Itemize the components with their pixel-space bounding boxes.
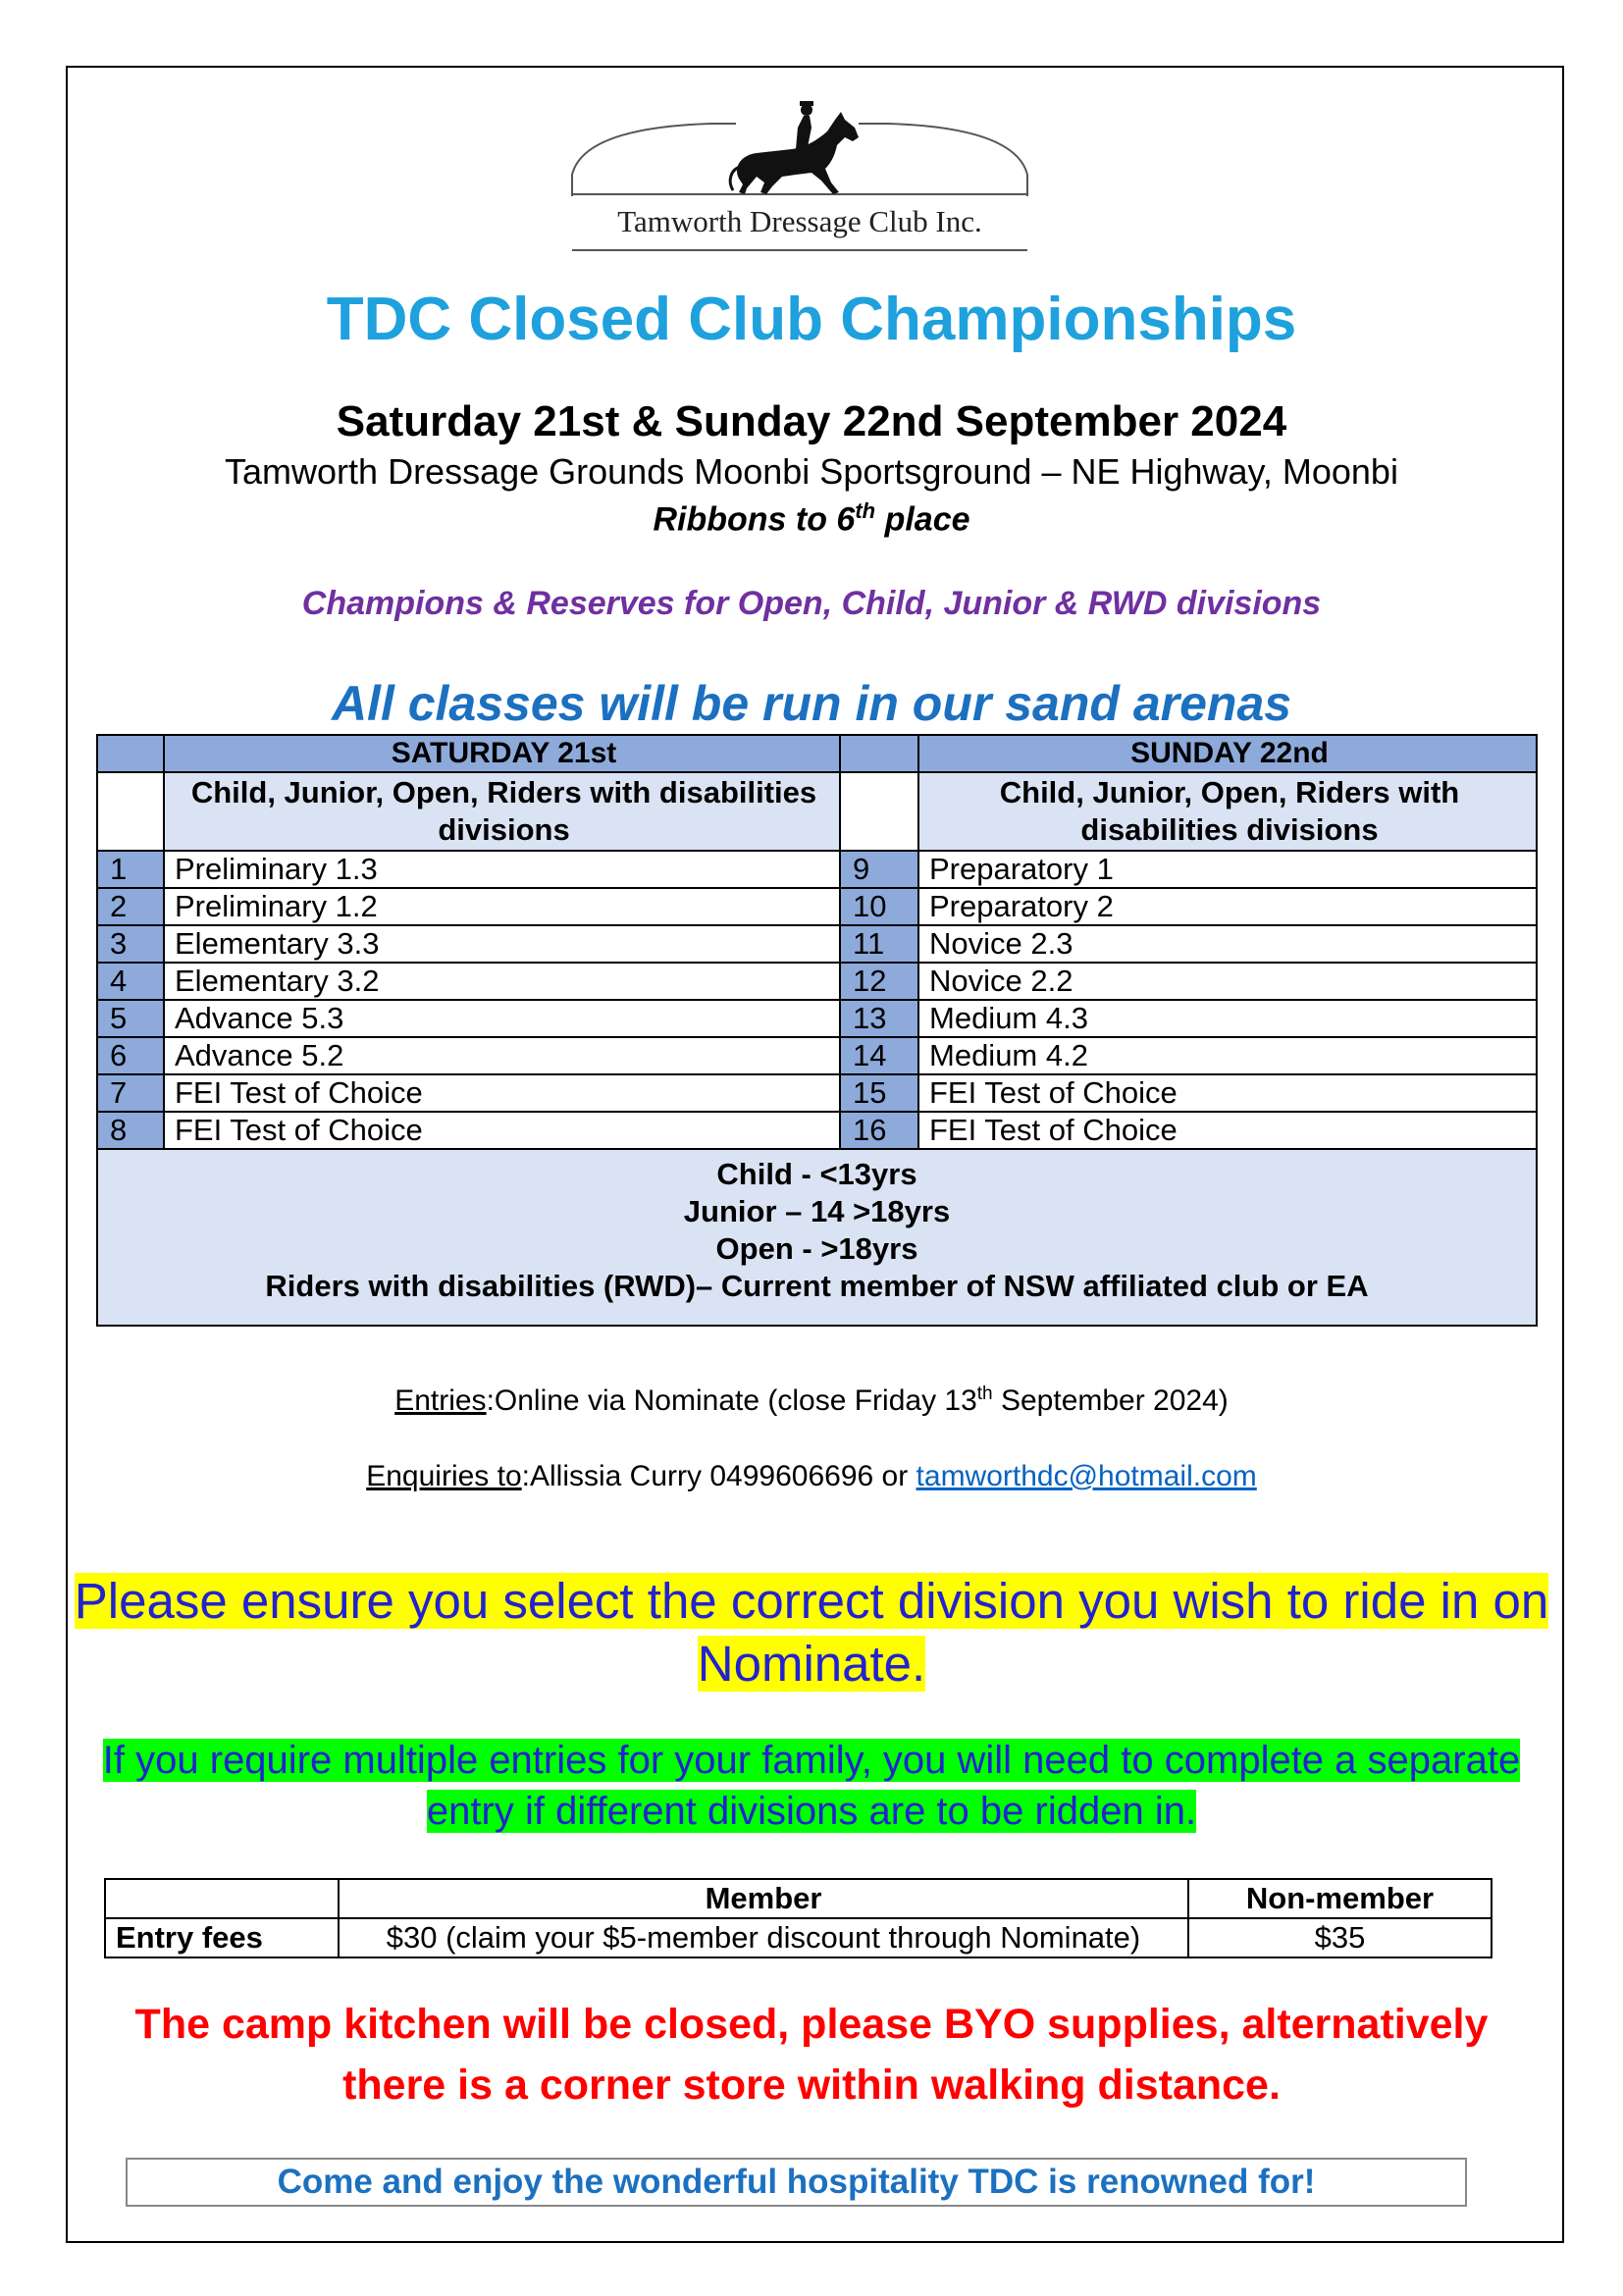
- class-number: 4: [97, 963, 164, 1000]
- divisions-row: [97, 772, 1537, 851]
- age-groups-cell: [97, 1149, 1537, 1326]
- class-test: FEI Test of Choice: [918, 1112, 1537, 1149]
- class-test: Novice 2.2: [918, 963, 1537, 1000]
- champions-note: Champions & Reserves for Open, Child, Junior & RWD divisions: [301, 585, 1322, 622]
- class-test: Preliminary 1.2: [164, 888, 840, 925]
- class-number: 6: [97, 1037, 164, 1074]
- age-groups-row: [97, 1149, 1537, 1326]
- class-test: FEI Test of Choice: [164, 1112, 840, 1149]
- class-number: 14: [840, 1037, 918, 1074]
- enquiries-label: Enquiries to: [366, 1460, 522, 1492]
- age-group-child: Child - <13yrs: [716, 1157, 917, 1191]
- entries-sup: th: [976, 1383, 993, 1404]
- class-test: FEI Test of Choice: [164, 1074, 840, 1112]
- class-test: Elementary 3.3: [164, 925, 840, 963]
- kitchen-line-2: there is a corner store within walking distance.: [342, 2061, 1281, 2109]
- class-number: 5: [97, 1000, 164, 1037]
- enquiries-line: [0, 1460, 1623, 1493]
- class-number: 12: [840, 963, 918, 1000]
- ribbons-sup: th: [855, 498, 876, 523]
- table-row: [97, 1037, 1537, 1074]
- kitchen-notice: [0, 1994, 1623, 2115]
- member-fee: $30 (claim your $5-member discount through Nominate): [339, 1918, 1188, 1957]
- arenas-note: All classes will be run in our sand arenas: [331, 676, 1292, 731]
- class-test: Preliminary 1.3: [164, 851, 840, 888]
- fees-header-row: [105, 1879, 1492, 1918]
- entries-label: Entries: [394, 1384, 487, 1417]
- class-test: Preparatory 2: [918, 888, 1537, 925]
- fees-row-label: Entry fees: [105, 1918, 339, 1957]
- class-test: Preparatory 1: [918, 851, 1537, 888]
- saturday-header: SATURDAY 21st: [164, 735, 840, 772]
- enquiries-text: :Allissia Curry 0499606696 or: [521, 1460, 916, 1492]
- table-row: [97, 1000, 1537, 1037]
- class-test: Advance 5.3: [164, 1000, 840, 1037]
- divisions-blank: [840, 772, 918, 851]
- divisions-blank: [97, 772, 164, 851]
- class-number: 15: [840, 1074, 918, 1112]
- age-group-open: Open - >18yrs: [715, 1231, 918, 1266]
- family-notice: [88, 1735, 1535, 1837]
- table-row: [97, 888, 1537, 925]
- sunday-header: SUNDAY 22nd: [918, 735, 1537, 772]
- email-link[interactable]: tamworthdc@hotmail.com: [916, 1460, 1257, 1492]
- kitchen-line-1: The camp kitchen will be closed, please BYO supplies, alternatively: [134, 2001, 1489, 2048]
- class-test: Novice 2.3: [918, 925, 1537, 963]
- nonmember-header: Non-member: [1188, 1879, 1492, 1918]
- page-title: TDC Closed Club Championships: [326, 286, 1297, 353]
- table-row: [97, 963, 1537, 1000]
- table-row: [97, 851, 1537, 888]
- class-test: Medium 4.2: [918, 1037, 1537, 1074]
- event-venue: Tamworth Dressage Grounds Moonbi Sportsground – NE Highway, Moonbi: [225, 451, 1398, 492]
- member-header: Member: [339, 1879, 1188, 1918]
- club-logo: [564, 98, 1035, 255]
- class-number: 8: [97, 1112, 164, 1149]
- header-blank: [840, 735, 918, 772]
- event-date: Saturday 21st & Sunday 22nd September 2024: [336, 397, 1287, 445]
- nonmember-fee: $35: [1188, 1918, 1492, 1957]
- ribbons-text-end: place: [875, 500, 970, 539]
- table-row: [97, 925, 1537, 963]
- hospitality-banner: Come and enjoy the wonderful hospitality TDC is renowned for!: [126, 2158, 1467, 2207]
- class-number: 1: [97, 851, 164, 888]
- ribbons-note: [0, 498, 1623, 539]
- division-notice-text: Please ensure you select the correct division you wish to ride in on Nominate.: [74, 1573, 1549, 1692]
- sunday-divisions: Child, Junior, Open, Riders with disabilities divisions: [918, 772, 1537, 851]
- fees-table: [104, 1878, 1492, 1958]
- fees-row: [105, 1918, 1492, 1957]
- logo-text: Tamworth Dressage Club Inc.: [617, 204, 982, 238]
- entries-line: [0, 1383, 1623, 1418]
- class-number: 9: [840, 851, 918, 888]
- division-notice: [0, 1570, 1623, 1696]
- class-number: 11: [840, 925, 918, 963]
- family-notice-text: If you require multiple entries for your family, you will need to complete a separate entry if different divisions are to be ridden in.: [102, 1739, 1521, 1833]
- saturday-divisions: Child, Junior, Open, Riders with disabilities divisions: [164, 772, 840, 851]
- fees-header-blank: [105, 1879, 339, 1918]
- class-number: 16: [840, 1112, 918, 1149]
- ribbons-text: Ribbons to 6: [653, 500, 856, 539]
- class-test: FEI Test of Choice: [918, 1074, 1537, 1112]
- table-row: [97, 1112, 1537, 1149]
- class-number: 3: [97, 925, 164, 963]
- class-number: 2: [97, 888, 164, 925]
- table-header-row: [97, 735, 1537, 772]
- entries-text: :Online via Nominate (close Friday 13: [486, 1384, 977, 1417]
- entries-text-end: September 2024): [992, 1384, 1229, 1417]
- class-number: 10: [840, 888, 918, 925]
- class-number: 13: [840, 1000, 918, 1037]
- class-test: Advance 5.2: [164, 1037, 840, 1074]
- class-test: Medium 4.3: [918, 1000, 1537, 1037]
- table-row: [97, 1074, 1537, 1112]
- classes-table: [96, 734, 1538, 1327]
- class-test: Elementary 3.2: [164, 963, 840, 1000]
- age-group-rwd: Riders with disabilities (RWD)– Current member of NSW affiliated club or EA: [265, 1269, 1369, 1303]
- header-blank: [97, 735, 164, 772]
- class-number: 7: [97, 1074, 164, 1112]
- age-group-junior: Junior – 14 >18yrs: [683, 1194, 951, 1228]
